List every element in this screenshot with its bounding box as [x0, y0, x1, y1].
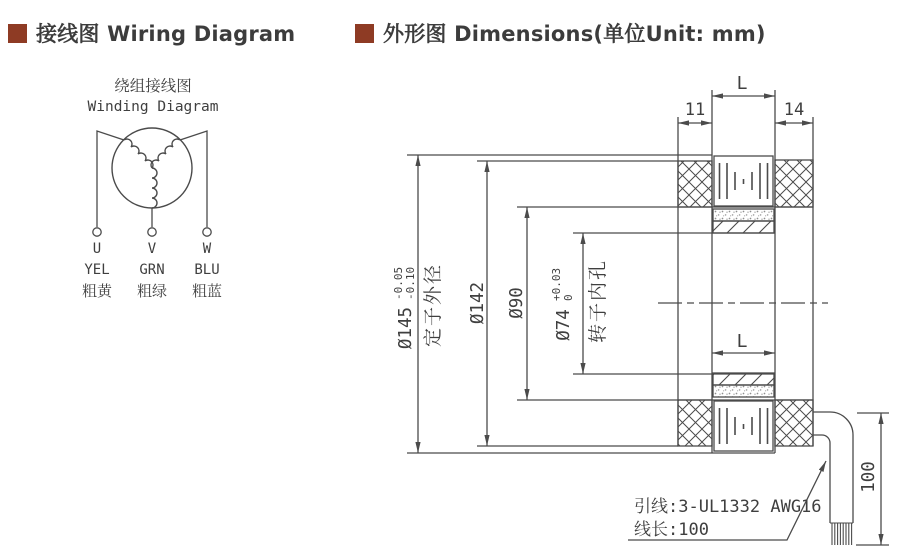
dim-L-top: L: [736, 73, 748, 94]
dia74-label-cn: 转子内孔: [587, 258, 609, 344]
dim-dia74: [550, 268, 575, 341]
dim-14: 14: [783, 100, 805, 120]
dim-100-value: 100: [859, 461, 879, 493]
terminal-phase-label: U: [92, 241, 102, 257]
dim-L-mid: L: [736, 331, 748, 352]
dimension-labels: [392, 73, 879, 540]
terminal-phase-label: V: [147, 241, 157, 257]
dim-dia145: [392, 267, 417, 349]
dim-100: [859, 461, 879, 493]
header-dimensions-title: 外形图 Dimensions(单位Unit: mm): [383, 22, 766, 46]
dia145-label-cn: 定子外径: [422, 262, 444, 348]
dia90-value: Ø90: [507, 287, 527, 319]
terminal-color-code: BLU: [194, 262, 220, 278]
dim-11: 11: [684, 100, 706, 120]
dia142-value: Ø142: [468, 281, 488, 325]
terminal-color-code: GRN: [139, 262, 165, 278]
terminal-phase-label: W: [202, 241, 212, 257]
dia74-tol-lower: 0: [562, 294, 575, 301]
winding-title-cn: 绕组接线图: [114, 77, 192, 95]
dim-dia74-cn: [587, 259, 609, 343]
terminal-color-cn: 粗黄: [81, 282, 113, 300]
terminal-color-code: YEL: [84, 262, 110, 278]
dia74-value: Ø74: [554, 309, 574, 341]
dia145-tol-upper: -0.05: [392, 266, 405, 300]
terminal-circles: [93, 228, 211, 236]
header-wiring-title: 接线图 Wiring Diagram: [36, 22, 296, 46]
dim-dia142: [468, 282, 488, 324]
lead-note-line2: 线长:100: [634, 520, 709, 540]
winding-title-en: Winding Diagram: [87, 99, 219, 115]
winding-diagram: [93, 128, 211, 236]
dia145-tol-lower: -0.10: [404, 266, 417, 300]
dim-dia90: [507, 287, 527, 319]
lead-note-line1: 引线:3-UL1332 AWG16: [634, 497, 822, 517]
dia74-tol-upper: +0.03: [550, 267, 563, 301]
dim-dia145-cn: [422, 263, 444, 347]
body-outline: [678, 90, 813, 453]
cable-wire-strands: [832, 523, 852, 545]
terminal-color-cn: 粗蓝: [191, 282, 223, 300]
dia145-value: Ø145: [396, 306, 416, 350]
star-winding-coils: [124, 139, 180, 208]
terminal-color-cn: 粗绿: [136, 282, 168, 300]
